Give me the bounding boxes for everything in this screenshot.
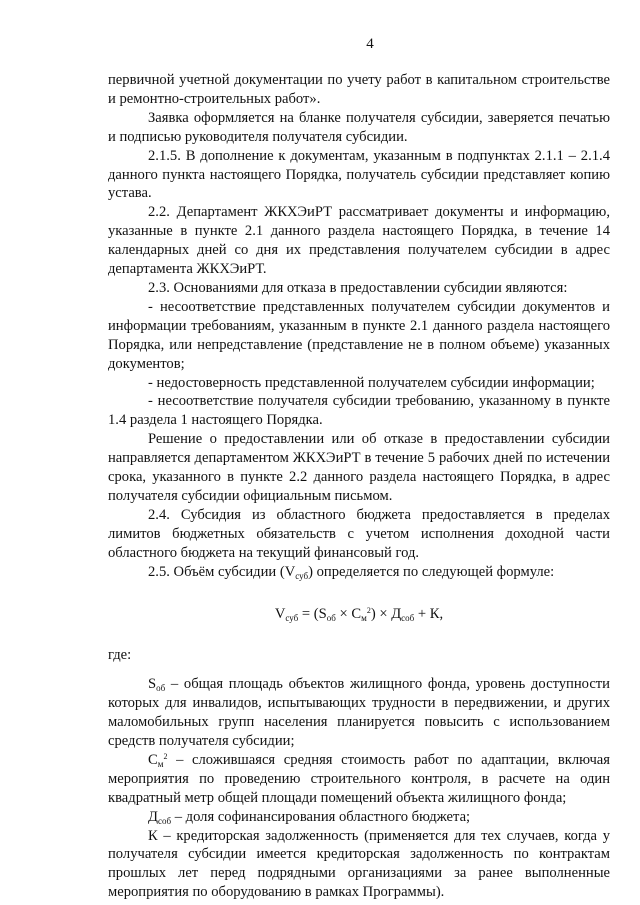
paragraph-2-5: 2.5. Объём субсидии $(V_{суб})$ определяется по следующей формуле: [148, 563, 555, 581]
document-body [108, 71, 610, 902]
paragraph-2-4: 2.4. Субсидия из областного бюджета предоставляется в пределах лимитов бюджетных обязательств с учетом исполнения доходной части областного бюджета на текущий финансовый год. [108, 506, 610, 561]
definition-c: $C_м^2$ – сложившаяся средняя стоимость работ по адаптации, включая мероприятия по проведению строительного контроля, в расчете на один квадратный метр общей площади помещений объекта жилищного фонда; [108, 751, 610, 806]
paragraph-decision: Решение о предоставлении или об отказе в предоставлении субсидии направляется департаментом ЖКХЭиРТ в течение 5 рабочих дней по истечении срока, указанного в пункте 2.2 данного раздела настоящего Порядка, в адрес получателя субсидии официальным письмом. [108, 431, 610, 504]
paragraph-2-2: 2.2. Департамент ЖКХЭиРТ рассматривает документы и информацию, указанные в пункте 2.1 данного раздела настоящего Порядка, в течение 14 календарных дней со дня их представления получателем субсидии в адрес департамента ЖКХЭиРТ. [108, 204, 610, 278]
definition-s: $S_{об}$ – общая площадь объектов жилищного фонда, уровень доступности которых для инвалидов, испытывающих трудности в передвижении, и других маломобильных групп населения планируется повысить с использованием средств получателя субсидии; [108, 676, 610, 749]
definition-d: $Д_{соб}$ – доля софинансирования областного бюджета; [148, 808, 471, 826]
subsidy-formula: $V_{суб} = (S_{об} \times C_м^2) \times Д_{соб} + К$, [274, 606, 444, 624]
definition-k: К – кредиторская задолженность (применяется для тех случаев, когда у получателя субсидии имеется кредиторская задолженность по контрактам прошлых лет перед подрядными организациями за ранее выполненные мероприятия по оборудованию в рамках Программы). [108, 827, 610, 901]
page-number: 4 [366, 36, 374, 52]
paragraph-2-3: 2.3. Основаниями для отказа в предоставлении субсидии являются: [148, 279, 568, 296]
list-item-unreliable-info: - недостоверность представленной получателем субсидии информации; [148, 374, 595, 391]
list-item-nonconformity-requirement: - несоответствие получателя субсидии требованию, указанному в пункте 1.4 раздела 1 настоящего Порядка. [108, 393, 610, 429]
paragraph-continuation: первичной учетной документации по учету работ в капитальном строительстве и ремонтно-строительных работ». [108, 72, 610, 107]
list-item-nonconformity-documents: - несоответствие представленных получателем субсидии документов и информации требованиям, указанным в пункте 2.1 данного раздела настоящего Порядка, или непредставление (представление не в полном объеме) указанных документов; [108, 298, 610, 372]
paragraph-2-1-5: 2.1.5. В дополнение к документам, указанным в подпунктах 2.1.1 – 2.1.4 данного пункта настоящего Порядка, получатель субсидии представляет копию устава. [108, 147, 610, 202]
paragraph-application-form: Заявка оформляется на бланке получателя субсидии, заверяется печатью и подписью руководителя получателя субсидии. [108, 109, 610, 145]
where-label: где: [108, 647, 132, 664]
